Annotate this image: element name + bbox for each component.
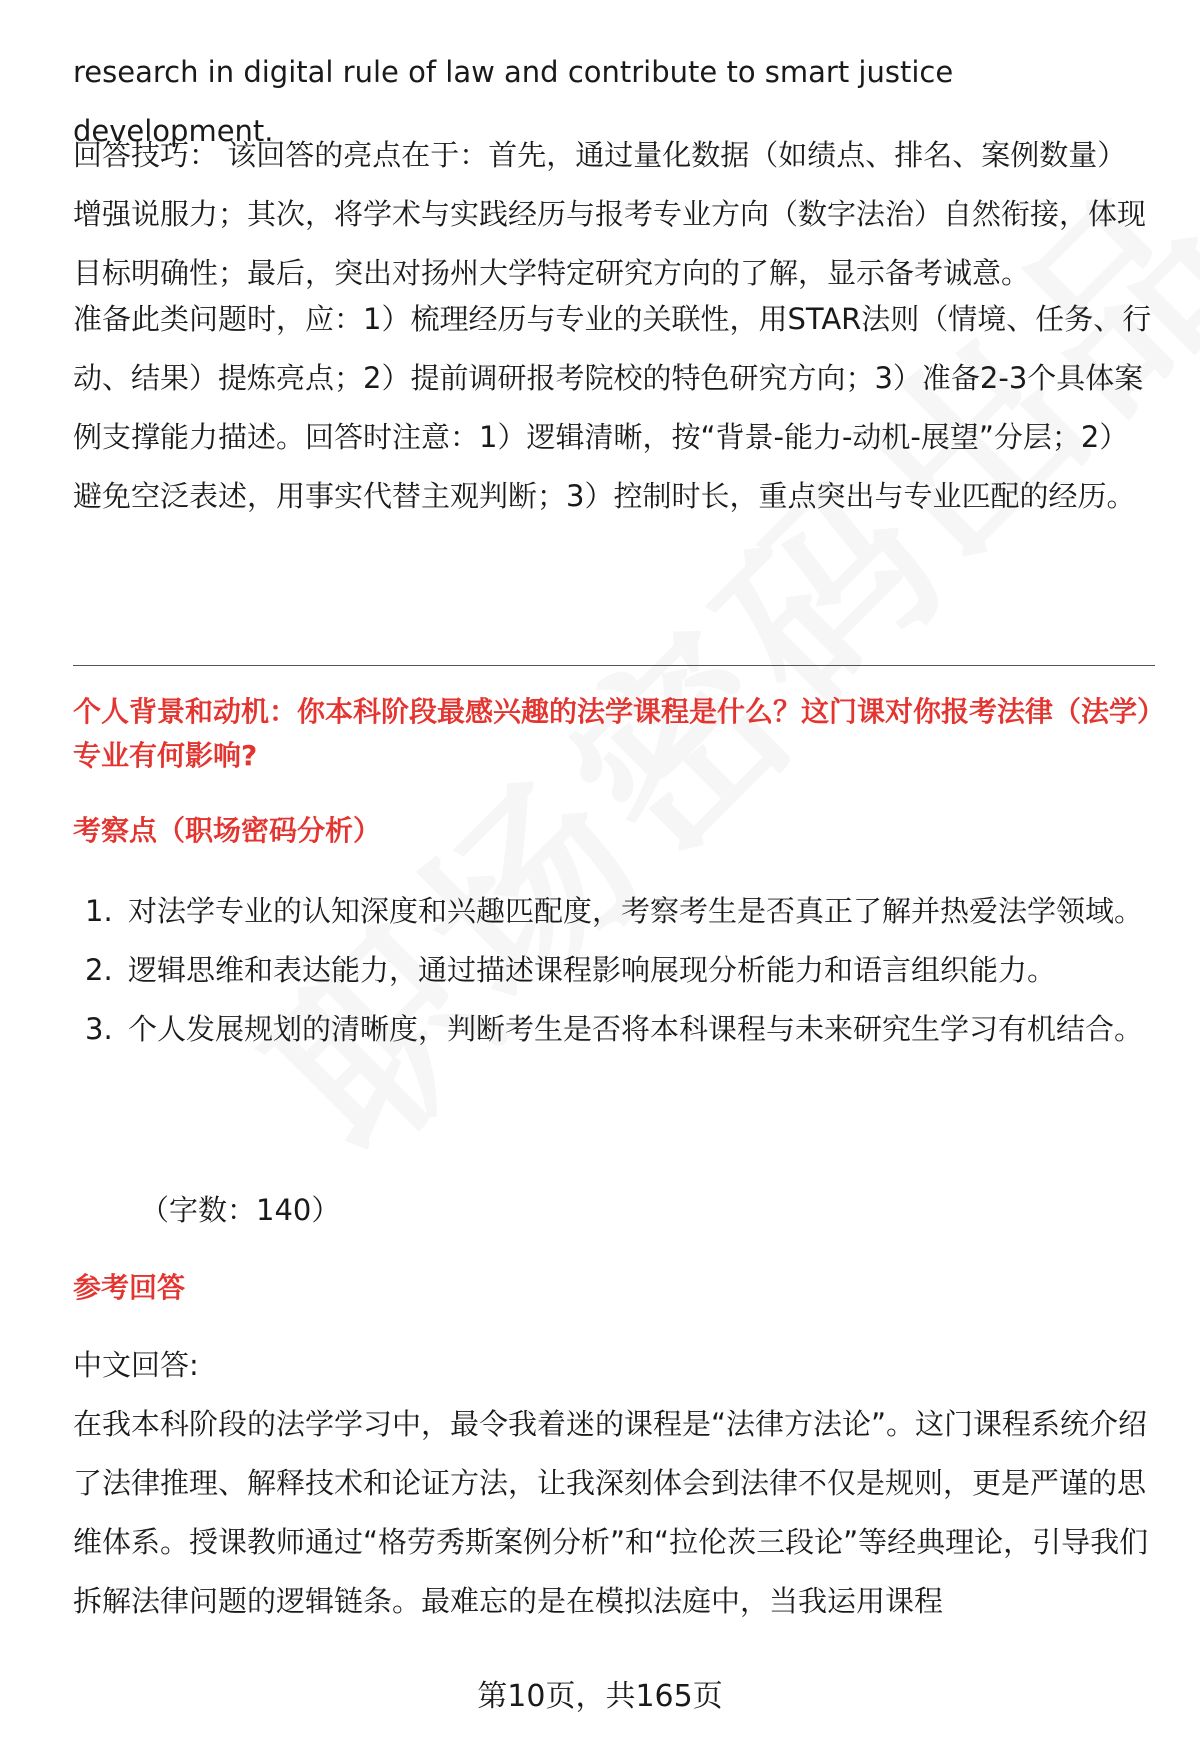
word-count: （字数：140） <box>140 1193 341 1227</box>
list-number: 3. <box>85 1012 113 1046</box>
exam-points-list <box>73 882 1153 1059</box>
list-text: 对法学专业的认知深度和兴趣匹配度，考察考生是否真正了解并热爱法学领域。 <box>128 894 1144 928</box>
list-number: 1. <box>85 894 113 928</box>
intro-line: research in digital rule of law and contribute to smart justice development. <box>73 55 954 148</box>
question-heading: 个人背景和动机：你本科阶段最感兴趣的法学课程是什么？这门课对你报考法律（法学）专业有何影响? <box>73 695 1152 772</box>
reference-heading: 参考回答 <box>73 1271 186 1304</box>
answer-paragraph: 在我本科阶段的法学学习中，最令我着迷的课程是“法律方法论”。这门课程系统介绍了法律推理、解释技术和论证方法，让我深刻体会到法律不仅是规则，更是严谨的思维体系。授课教师通过“格劳秀斯案例分析”和“拉伦茨三段论”等经典理论，引导我们拆解法律问题的逻辑链条。最难忘的是在模拟法庭中，当我运用课程 <box>73 1407 1149 1618</box>
prep-paragraph: 准备此类问题时，应：1）梳理经历与专业的关联性，用STAR法则（情境、任务、行动、结果）提炼亮点；2）提前调研报考院校的特色研究方向；3）准备2-3个具体案例支撑能力描述。回答时注意：1）逻辑清晰，按“背景-能力-动机-展望”分层；2）避免空泛表述，用事实代替主观判断；3）控制时长，重点突出与专业匹配的经历。 <box>73 302 1152 513</box>
list-text: 逻辑思维和表达能力，通过描述课程影响展现分析能力和语言组织能力。 <box>128 953 1057 987</box>
section-divider <box>73 665 1155 666</box>
list-item <box>73 1000 1153 1059</box>
list-number: 2. <box>85 953 113 987</box>
tips-paragraph: 回答技巧： 该回答的亮点在于：首先，通过量化数据（如绩点、排名、案例数量）增强说服力；其次，将学术与实践经历与报考专业方向（数字法治）自然衔接，体现目标明确性；最后，突出对扬州大学特定研究方向的了解，显示备考诚意。 <box>73 138 1147 290</box>
list-item <box>73 882 1153 941</box>
page-footer: 第10页，共165页 <box>477 1679 723 1714</box>
exam-points-heading: 考察点（职场密码分析） <box>73 814 382 847</box>
chinese-answer-label: 中文回答: <box>73 1348 199 1382</box>
list-text: 个人发展规划的清晰度，判断考生是否将本科课程与未来研究生学习有机结合。 <box>128 1012 1144 1046</box>
list-item <box>73 941 1153 1000</box>
